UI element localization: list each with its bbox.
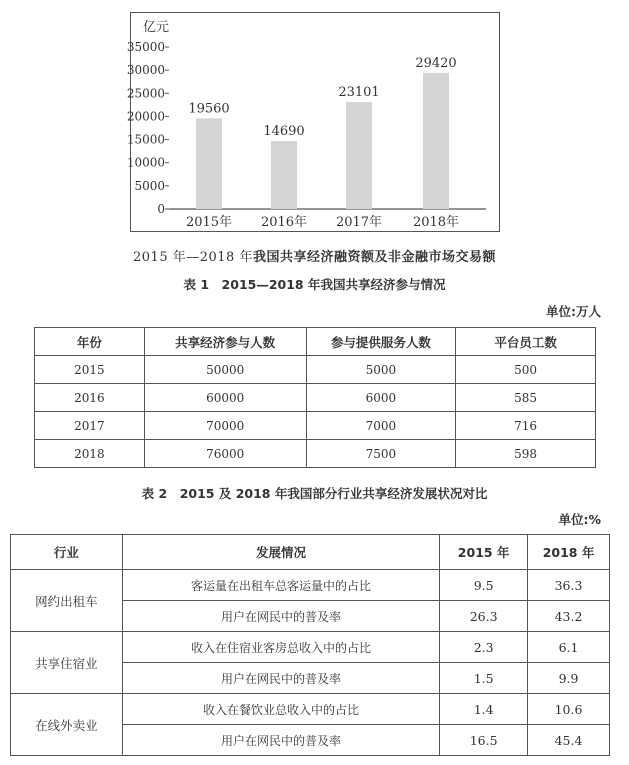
- table2-header-development: 发展情况: [122, 535, 439, 570]
- table-cell: 16.5: [440, 725, 528, 756]
- y-tick-label: 0: [157, 202, 165, 216]
- table2-header-row: [11, 535, 610, 570]
- table2-unit: 单位:%: [558, 512, 601, 527]
- table2: [10, 534, 610, 756]
- x-tick-label: 2016年: [260, 215, 308, 230]
- table-cell: 7500: [306, 440, 456, 468]
- table-cell: 43.2: [528, 601, 610, 632]
- table-cell: 1.4: [440, 694, 528, 725]
- table2-header-2015: 2015 年: [440, 535, 528, 570]
- table-row: [35, 356, 596, 384]
- table-cell: 用户在网民中的普及率: [122, 725, 439, 756]
- table-cell: 60000: [144, 384, 306, 412]
- bar-data-label: 14690: [263, 124, 305, 140]
- table1: [34, 327, 596, 468]
- table-row: [35, 412, 596, 440]
- y-tick-label: 10000: [126, 155, 165, 170]
- x-tick-label: 2015年: [185, 215, 233, 230]
- chart-svg: [126, 13, 501, 233]
- table1-title: 表 1 2015—2018 年我国共享经济参与情况: [183, 277, 446, 292]
- chart-unit-label: 亿元: [143, 20, 170, 35]
- bar-data-label: 19560: [188, 101, 230, 117]
- bar-data-label: 29420: [415, 55, 457, 71]
- bar: [271, 141, 297, 209]
- table-cell: 9.5: [440, 570, 528, 601]
- table-cell: 70000: [144, 412, 306, 440]
- table-cell: 5000: [306, 356, 456, 384]
- table-cell: 2015: [35, 356, 145, 384]
- y-tick-label: 5000: [134, 178, 165, 193]
- table-cell: 9.9: [528, 663, 610, 694]
- table1-header-providers: 参与提供服务人数: [306, 328, 456, 356]
- table-row: [35, 440, 596, 468]
- table-cell: 6.1: [528, 632, 610, 663]
- table-cell: 598: [456, 440, 596, 468]
- table-cell: 716: [456, 412, 596, 440]
- table2-title: 表 2 2015 及 2018 年我国部分行业共享经济发展状况对比: [141, 486, 488, 501]
- table-cell: 26.3: [440, 601, 528, 632]
- table1-header-year: 年份: [35, 328, 145, 356]
- industry-cell: 在线外卖业: [11, 694, 123, 756]
- table-row: [11, 632, 610, 663]
- bar-data-label: 23101: [338, 85, 380, 101]
- table-cell: 收入在餐饮业总收入中的占比: [122, 694, 439, 725]
- y-tick-label: 35000: [126, 40, 165, 54]
- table-cell: 50000: [144, 356, 306, 384]
- table-row: [11, 570, 610, 601]
- table-cell: 用户在网民中的普及率: [122, 601, 439, 632]
- table-cell: 585: [456, 384, 596, 412]
- table-cell: 客运量在出租车总客运量中的占比: [122, 570, 439, 601]
- bar: [346, 102, 372, 209]
- table-cell: 10.6: [528, 694, 610, 725]
- table2-header-industry: 行业: [11, 535, 123, 570]
- chart-caption: [0, 246, 629, 265]
- table-cell: 1.5: [440, 663, 528, 694]
- table-cell: 2017: [35, 412, 145, 440]
- table-cell: 6000: [306, 384, 456, 412]
- bar: [196, 118, 222, 209]
- table1-header-staff: 平台员工数: [456, 328, 596, 356]
- y-tick-label: 25000: [126, 86, 165, 101]
- table2-header-2018: 2018 年: [528, 535, 610, 570]
- table-cell: 76000: [144, 440, 306, 468]
- table1-header-participants: 共享经济参与人数: [144, 328, 306, 356]
- industry-cell: 网约出租车: [11, 570, 123, 632]
- table-cell: 500: [456, 356, 596, 384]
- table1-header-row: [35, 328, 596, 356]
- table1-unit: 单位:万人: [546, 304, 601, 319]
- y-tick-label: 15000: [126, 132, 165, 147]
- table-cell: 收入在住宿业客房总收入中的占比: [122, 632, 439, 663]
- chart-caption-text: 我国共享经济融资额及非金融市场交易额: [252, 250, 496, 265]
- table-cell: 45.4: [528, 725, 610, 756]
- table-cell: 36.3: [528, 570, 610, 601]
- industry-cell: 共享住宿业: [11, 632, 123, 694]
- y-tick-label: 20000: [126, 109, 165, 124]
- table-cell: 7000: [306, 412, 456, 440]
- bar-chart: [126, 12, 500, 232]
- chart-caption-years: 2015 年—2018 年: [133, 250, 253, 265]
- table-row: [11, 694, 610, 725]
- table-cell: 2018: [35, 440, 145, 468]
- x-tick-label: 2018年: [412, 215, 460, 230]
- table-row: [35, 384, 596, 412]
- table-cell: 用户在网民中的普及率: [122, 663, 439, 694]
- y-tick-label: 30000: [126, 63, 165, 78]
- bar: [423, 73, 449, 209]
- table-cell: 2.3: [440, 632, 528, 663]
- x-tick-label: 2017年: [335, 215, 383, 230]
- table-cell: 2016: [35, 384, 145, 412]
